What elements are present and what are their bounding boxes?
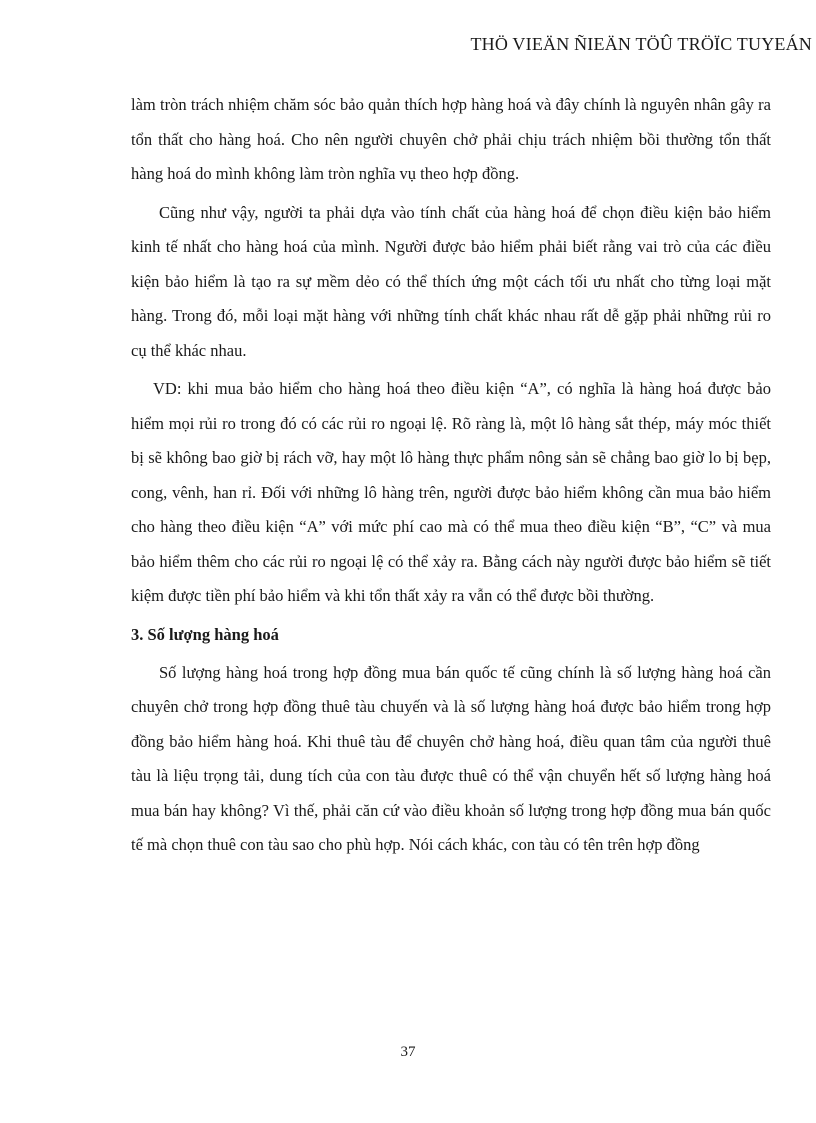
paragraph-insurance-conditions: Cũng như vậy, người ta phải dựa vào tính chất của hàng hoá để chọn điều kiện bảo hiểm kinh tế nhất cho hàng hoá của mình. Người được bảo hiểm phải biết rằng vai trò của các điều kiện bảo hiểm là tạo ra sự mềm dẻo có thể thích ứng một cách tối ưu nhất cho từng loại mặt hàng. Trong đó, mỗi loại mặt hàng với những tính chất khác nhau rất dễ gặp phải những rủi ro cụ thể khác nhau.	[131, 202, 771, 360]
paragraph-continuation: làm tròn trách nhiệm chăm sóc bảo quản thích hợp hàng hoá và đây chính là nguyên nhân gây ra tổn thất cho hàng hoá. Cho nên người chuyên chở phải chịu trách nhiệm bồi thường tổn thất hàng hoá do mình không làm tròn nghĩa vụ theo hợp đồng.	[131, 95, 771, 183]
paragraph-quantity: Số lượng hàng hoá trong hợp đồng mua bán quốc tế cũng chính là số lượng hàng hoá cần chuyên chở trong hợp đồng thuê tàu chuyến và là số lượng hàng hoá được bảo hiểm trong hợp đồng bảo hiểm hàng hoá. Khi thuê tàu để chuyên chở hàng hoá, điều quan tâm của người thuê tàu là liệu trọng tải, dung tích của con tàu được thuê có thể vận chuyển hết số lượng hàng hoá mua bán hay không? Vì thế, phải căn cứ vào điều khoản số lượng trong hợp đồng mua bán quốc tế mà chọn thuê con tàu sao cho phù hợp. Nói cách khác, con tàu có tên trên hợp đồng	[131, 662, 771, 854]
page-number: 37	[400, 1044, 416, 1060]
page-header-title: THÖ VIEÄN ÑIEÄN TÖÛ TRÖÏC TUYEÁN	[470, 34, 812, 54]
document-body	[131, 88, 771, 867]
paragraph-example: VD: khi mua bảo hiểm cho hàng hoá theo điều kiện “A”, có nghĩa là hàng hoá được bảo hiểm mọi rủi ro trong đó có các rủi ro ngoại lệ. Rõ ràng là, một lô hàng sắt thép, máy móc thiết bị sẽ không bao giờ bị rách vỡ, hay một lô hàng thực phẩm nông sản sẽ chẳng bao giờ lo bị bẹp, cong, vênh, han rỉ. Đối với những lô hàng trên, người được bảo hiểm không cần mua bảo hiểm cho hàng theo điều kiện “A” với mức phí cao mà có thể mua theo điều kiện “B”, “C” và mua bảo hiểm thêm cho các rủi ro ngoại lệ có thể xảy ra. Bằng cách này người được bảo hiểm sẽ tiết kiệm được tiền phí bảo hiểm và khi tổn thất xảy ra vẫn có thể được bồi thường.	[131, 379, 771, 605]
section-heading: 3. Số lượng hàng hoá	[131, 624, 279, 644]
